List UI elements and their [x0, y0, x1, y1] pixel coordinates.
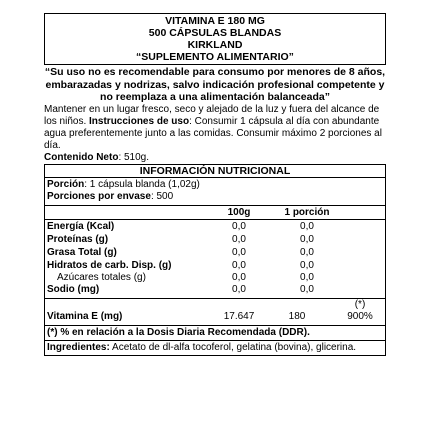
serving-size: [47, 179, 383, 192]
value-100g: 0,0: [232, 259, 246, 271]
usage-instructions-label: Instrucciones de uso: [89, 115, 190, 127]
nutrient-name: Energía (Kcal): [47, 220, 115, 232]
ddr-footnote: (*) % en relación a la Dosis Diaria Recomendada (DDR).: [45, 326, 385, 341]
table-row: [45, 234, 385, 246]
value-100g: 0,0: [232, 246, 246, 258]
value-100g: 0,0: [232, 220, 246, 232]
brand-name: KIRKLAND: [187, 39, 243, 51]
nutrient-name: Sodio (mg): [47, 283, 100, 295]
value-pct: 900%: [347, 310, 373, 322]
value-100g: 17.647: [223, 310, 255, 322]
value-portion: 0,0: [300, 233, 314, 245]
table-row: [45, 284, 385, 296]
column-header-portion: 1 porción: [284, 206, 330, 218]
servings-value: : 500: [150, 191, 174, 203]
nutrition-rows: [45, 220, 385, 299]
servings-label: Porciones por envase: [47, 191, 151, 203]
usage-instructions-text: : Consumir 1 cápsula al día con abundante agua preferentemente junto a las comidas. Consumir máximo 2 porciones al día.: [44, 115, 382, 151]
value-portion: 0,0: [300, 283, 314, 295]
value-100g: 0,0: [232, 283, 246, 295]
value-100g: 0,0: [232, 233, 246, 245]
value-portion: 0,0: [300, 271, 314, 283]
nutrient-name: Proteínas (g): [47, 233, 109, 245]
table-row: [45, 221, 385, 233]
nutrient-name: Grasa Total (g): [47, 246, 117, 258]
value-portion: 0,0: [300, 220, 314, 232]
table-row: [45, 247, 385, 259]
column-header-100g: 100g: [227, 206, 251, 218]
nutrient-name: Vitamina E (mg): [47, 310, 123, 322]
serving-size-label: Porción: [47, 178, 85, 190]
product-header: [44, 13, 386, 65]
net-content: [44, 152, 386, 164]
product-name: VITAMINA E 180 MG: [165, 15, 265, 27]
ingredients-value: Acetato de dl-alfa tocoferol, gelatina (bovina), glicerina.: [109, 341, 357, 353]
net-content-value: : 510g.: [118, 151, 150, 163]
value-portion: 180: [288, 310, 306, 322]
pct-mark: (*): [354, 298, 366, 310]
product-category: “SUPLEMENTO ALIMENTARIO”: [136, 51, 294, 63]
nutrition-title: INFORMACIÓN NUTRICIONAL: [44, 164, 386, 177]
net-content-label: Contenido Neto: [44, 151, 119, 163]
servings-per-container: [47, 191, 383, 204]
serving-info: [45, 178, 385, 206]
value-portion: 0,0: [300, 246, 314, 258]
storage-instructions: [44, 104, 386, 152]
consumption-warning: “Su uso no es recomendable para consumo por menores de 8 años, embarazadas y nodrizas, salvo indicación profesional competente y no reemplaza a una alimentación balanceada”: [44, 66, 386, 104]
nutrient-name: Azúcares totales (g): [57, 271, 146, 283]
value-100g: 0,0: [232, 271, 246, 283]
vitamin-section: [45, 299, 385, 326]
ingredients-label: Ingredientes:: [47, 341, 110, 353]
table-row: [45, 311, 385, 323]
table-row: [45, 272, 385, 284]
nutrition-table: [44, 177, 386, 356]
pct-mark-row: [45, 299, 385, 311]
value-portion: 0,0: [300, 259, 314, 271]
ingredients: [45, 341, 385, 355]
nutrient-name: Hidratos de carb. Disp. (g): [47, 259, 172, 271]
supplement-label: [44, 13, 386, 356]
nutrition-column-headers: [45, 206, 385, 220]
table-row: [45, 260, 385, 272]
product-quantity: 500 CÁPSULAS BLANDAS: [148, 27, 282, 39]
serving-size-value: : 1 cápsula blanda (1,02g): [84, 178, 200, 190]
storage-text: Mantener en un lugar fresco, seco y alejado de la luz y fuera del alcance de los niños.: [44, 103, 380, 127]
